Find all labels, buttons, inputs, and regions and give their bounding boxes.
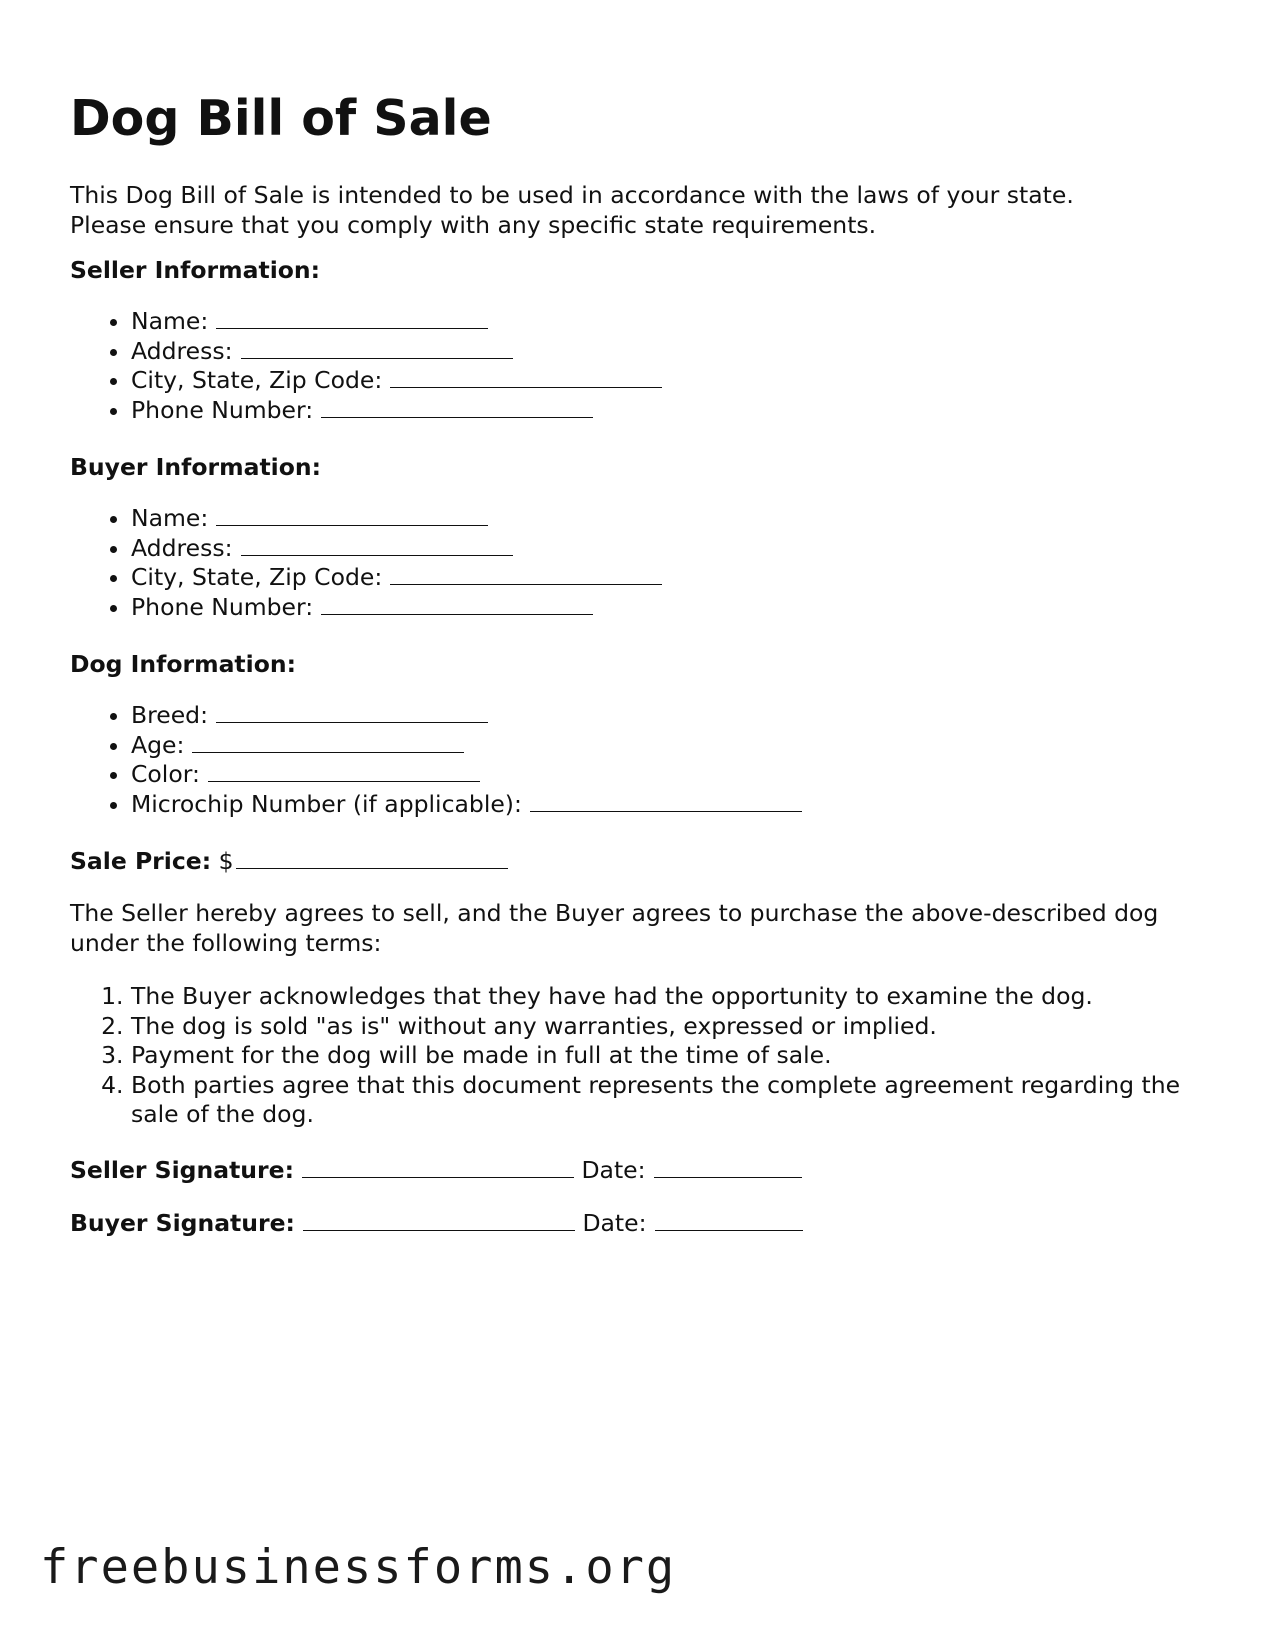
buyer-phone-label: Phone Number: bbox=[131, 592, 314, 621]
list-item bbox=[131, 790, 802, 820]
list-item bbox=[131, 396, 662, 426]
sale-price-field[interactable] bbox=[236, 848, 508, 869]
list-item bbox=[131, 593, 662, 623]
seller-signature-field[interactable] bbox=[302, 1157, 574, 1178]
seller-address-field[interactable] bbox=[241, 338, 513, 359]
terms-list bbox=[70, 982, 1216, 1130]
seller-phone-field[interactable] bbox=[321, 397, 593, 418]
list-item bbox=[131, 366, 662, 396]
list-item: 4. Both parties agree that this document represents the complete agreement regarding the sale of the dog. bbox=[131, 1071, 1216, 1130]
microchip-number-field[interactable] bbox=[530, 791, 802, 812]
seller-signature-label: Seller Signature: bbox=[70, 1156, 294, 1184]
dog-breed-field[interactable] bbox=[216, 702, 488, 723]
list-item bbox=[131, 337, 662, 367]
buyer-signature-field[interactable] bbox=[303, 1210, 575, 1231]
intro-line-2: Please ensure that you comply with any specific state requirements. bbox=[70, 210, 877, 239]
intro-paragraph bbox=[70, 181, 1074, 240]
seller-signature-row bbox=[70, 1155, 802, 1185]
list-item bbox=[131, 504, 662, 534]
buyer-address-field[interactable] bbox=[241, 535, 513, 556]
seller-info-heading: Seller Information: bbox=[70, 256, 321, 284]
seller-date-label: Date: bbox=[581, 1156, 646, 1184]
seller-name-field[interactable] bbox=[216, 308, 488, 329]
seller-date-field[interactable] bbox=[654, 1157, 802, 1178]
buyer-date-label: Date: bbox=[582, 1209, 647, 1237]
buyer-address-label: Address: bbox=[131, 533, 233, 562]
buyer-city-state-zip-field[interactable] bbox=[390, 564, 662, 585]
currency-symbol: $ bbox=[218, 847, 234, 875]
buyer-signature-label: Buyer Signature: bbox=[70, 1209, 295, 1237]
document-title: Dog Bill of Sale bbox=[70, 90, 492, 147]
dog-info-list bbox=[70, 701, 802, 819]
dog-color-field[interactable] bbox=[208, 761, 480, 782]
dog-color-label: Color: bbox=[131, 760, 200, 788]
seller-name-label: Name: bbox=[131, 307, 209, 335]
dog-breed-label: Breed: bbox=[131, 701, 209, 729]
list-item bbox=[131, 701, 802, 731]
sale-price-row bbox=[70, 846, 508, 876]
seller-info-list bbox=[70, 307, 662, 425]
intro-line-1: This Dog Bill of Sale is intended to be used in accordance with the laws of your state. bbox=[70, 181, 1074, 209]
seller-phone-label: Phone Number: bbox=[131, 395, 314, 424]
footer-website: freebusinessforms.org bbox=[40, 1540, 677, 1595]
seller-city-state-zip-field[interactable] bbox=[390, 367, 662, 388]
seller-address-label: Address: bbox=[131, 336, 233, 365]
list-item bbox=[131, 534, 662, 564]
list-item: 1. The Buyer acknowledges that they have had the opportunity to examine the dog. bbox=[131, 982, 1216, 1012]
buyer-name-label: Name: bbox=[131, 504, 209, 532]
list-item: 2. The dog is sold "as is" without any warranties, expressed or implied. bbox=[131, 1012, 1216, 1042]
buyer-phone-field[interactable] bbox=[321, 594, 593, 615]
list-item bbox=[131, 563, 662, 593]
sale-price-label: Sale Price: bbox=[70, 847, 212, 875]
list-item bbox=[131, 731, 802, 761]
list-item bbox=[131, 307, 662, 337]
terms-intro: The Seller hereby agrees to sell, and the Buyer agrees to purchase the above-described dog under the following terms: bbox=[70, 899, 1159, 957]
dog-info-heading: Dog Information: bbox=[70, 650, 296, 678]
buyer-info-list bbox=[70, 504, 662, 622]
buyer-signature-row bbox=[70, 1208, 803, 1238]
buyer-city-state-zip-label: City, State, Zip Code: bbox=[131, 563, 383, 591]
list-item: 3. Payment for the dog will be made in full at the time of sale. bbox=[131, 1041, 1216, 1071]
dog-age-label: Age: bbox=[131, 730, 185, 759]
seller-city-state-zip-label: City, State, Zip Code: bbox=[131, 366, 383, 394]
buyer-date-field[interactable] bbox=[655, 1210, 803, 1231]
dog-age-field[interactable] bbox=[192, 732, 464, 753]
microchip-number-label: Microchip Number (if applicable): bbox=[131, 789, 522, 818]
buyer-name-field[interactable] bbox=[216, 505, 488, 526]
buyer-info-heading: Buyer Information: bbox=[70, 453, 322, 481]
list-item bbox=[131, 760, 802, 790]
